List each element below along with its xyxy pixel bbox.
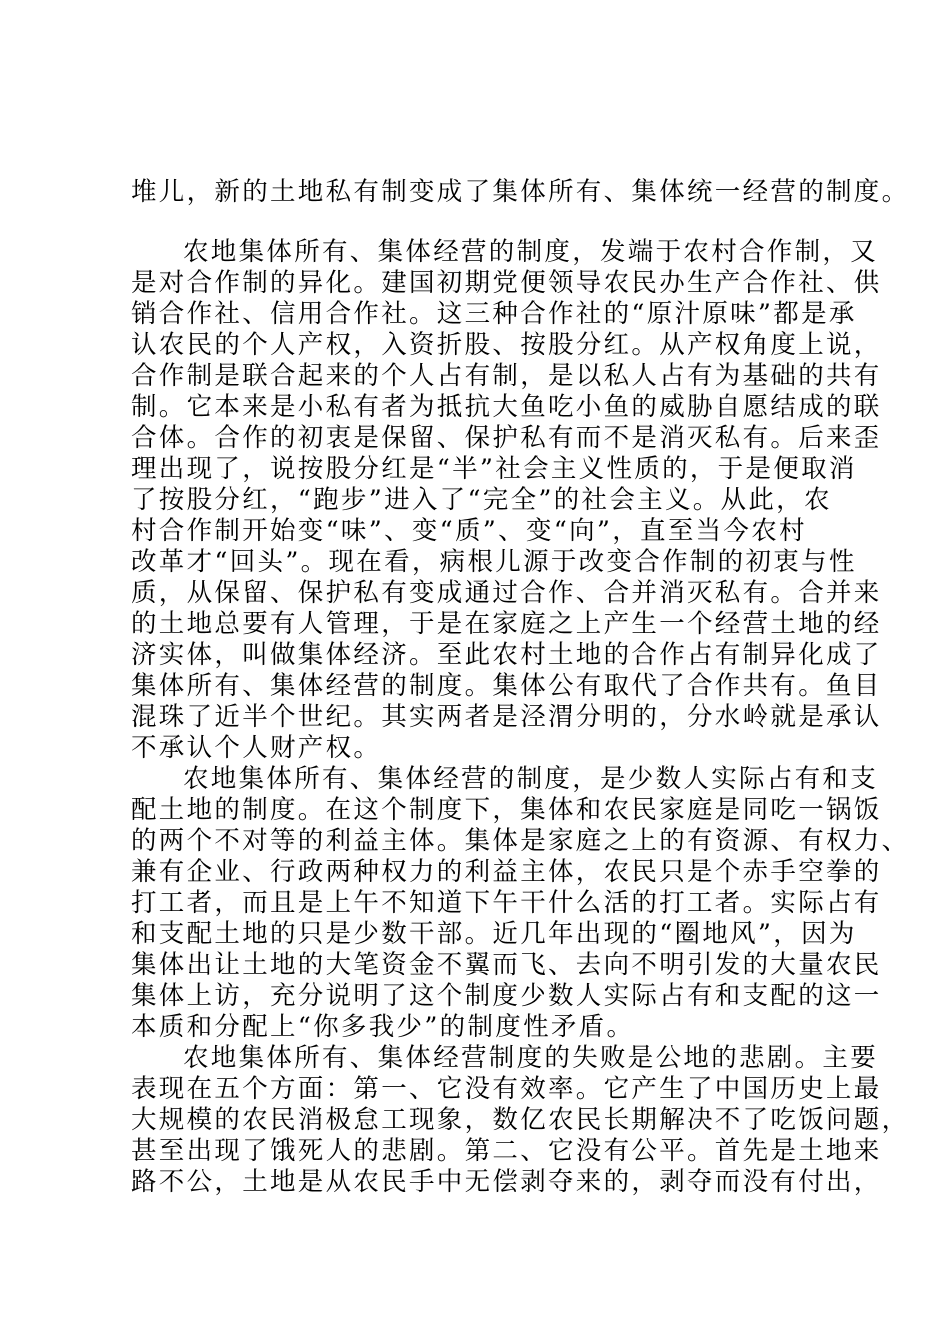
text-line: 和支配土地的只是少数干部。近几年出现的“圈地风”，因为 xyxy=(131,919,857,949)
text-line: 销合作社、信用合作社。这三种合作社的“原汁原味”都是承 xyxy=(131,299,857,329)
text-line: 合作制是联合起来的个人占有制，是以私人占有为基础的共有 xyxy=(131,361,882,391)
text-line: 的两个不对等的利益主体。集体是家庭之上的有资源、有权力、 xyxy=(131,826,910,856)
text-line: 认农民的个人产权，入资折股、按股分红。从产权角度上说， xyxy=(131,330,882,360)
text-line: 的土地总要有人管理，于是在家庭之上产生一个经营土地的经 xyxy=(131,609,882,639)
text-line: 集体上访，充分说明了这个制度少数人实际占有和支配的这一 xyxy=(131,981,882,1011)
text-line: 合体。合作的初衷是保留、保护私有而不是消灭私有。后来歪 xyxy=(131,423,882,453)
text-line: 本质和分配上“你多我少”的制度性矛盾。 xyxy=(131,1012,635,1042)
text-line: 集体出让土地的大笔资金不翼而飞、去向不明引发的大量农民 xyxy=(131,950,882,980)
text-line: 路不公，土地是从农民手中无偿剥夺来的，剥夺而没有付出， xyxy=(131,1167,882,1197)
text-line: 了按股分红，“跑步”进入了“完全”的社会主义。从此，农 xyxy=(131,485,832,515)
text-line: 是对合作制的异化。建国初期党便领导农民办生产合作社、供 xyxy=(131,268,882,298)
text-line: 改革才“回头”。现在看，病根儿源于改变合作制的初衷与性 xyxy=(131,547,857,577)
text-line: 打工者，而且是上午不知道下午干什么活的打工者。实际占有 xyxy=(131,888,882,918)
text-line: 大规模的农民消极怠工现象，数亿农民长期解决不了吃饭问题， xyxy=(131,1105,910,1135)
text-line: 堆儿，新的土地私有制变成了集体所有、集体统一经营的制度。 xyxy=(131,177,910,207)
text-line: 制。它本来是小私有者为抵抗大鱼吃小鱼的威胁自愿结成的联 xyxy=(131,392,882,422)
text-line: 质，从保留、保护私有变成通过合作、合并消灭私有。合并来 xyxy=(131,578,882,608)
text-line: 理出现了，说按股分红是“半”社会主义性质的，于是便取消 xyxy=(131,454,857,484)
text-line: 村合作制开始变“味”、变“质”、变“向”，直至当今农村 xyxy=(131,516,807,546)
paragraph-first-line: 农地集体所有、集体经营制度的失败是公地的悲剧。主要 xyxy=(183,1043,879,1073)
text-line: 配土地的制度。在这个制度下，集体和农民家庭是同吃一锅饭 xyxy=(131,795,882,825)
text-line: 不承认个人财产权。 xyxy=(131,733,382,763)
text-line: 混珠了近半个世纪。其实两者是泾渭分明的，分水岭就是承认 xyxy=(131,702,882,732)
text-line: 集体所有、集体经营的制度。集体公有取代了合作共有。鱼目 xyxy=(131,671,882,701)
paragraph-first-line: 农地集体所有、集体经营的制度，发端于农村合作制，又 xyxy=(183,237,879,267)
text-line: 甚至出现了饿死人的悲剧。第二、它没有公平。首先是土地来 xyxy=(131,1136,882,1166)
text-line: 表现在五个方面：第一、它没有效率。它产生了中国历史上最 xyxy=(131,1074,882,1104)
text-line: 济实体，叫做集体经济。至此农村土地的合作占有制异化成了 xyxy=(131,640,882,670)
paragraph-first-line: 农地集体所有、集体经营的制度，是少数人实际占有和支 xyxy=(183,764,879,794)
text-line: 兼有企业、行政两种权力的利益主体，农民只是个赤手空拳的 xyxy=(131,857,882,887)
